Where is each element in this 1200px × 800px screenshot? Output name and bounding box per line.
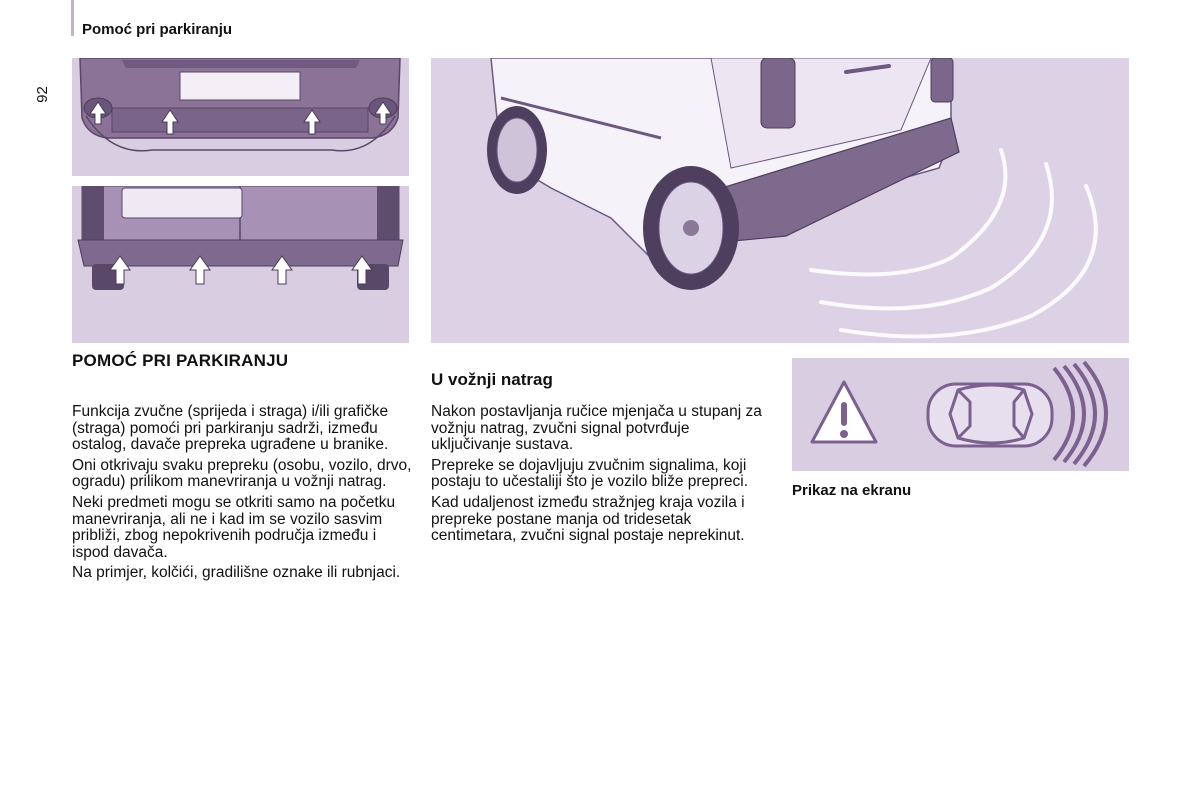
left-column-text <box>72 404 412 586</box>
rear-bumper-illustration <box>72 186 409 343</box>
page-number: 92 <box>33 86 51 103</box>
main-title: POMOĆ PRI PARKIRANJU <box>72 351 289 370</box>
reverse-subtitle: U vožnji natrag <box>431 370 553 389</box>
paragraph: Kad udaljenost između stražnjeg kraja vozila i prepreke postane manja od tridesetak centimetara, zvučni signal postaje neprekinut. <box>431 493 745 545</box>
rear-bumper-drawing <box>72 186 409 343</box>
car-top-view-icon <box>928 384 1052 446</box>
middle-column-text <box>431 404 771 549</box>
paragraph: Neki predmeti mogu se otkriti samo na početku manevriranja, ali ne i kad im se vozilo sasvim približi, zbog nepokrivenih područja između i ispod davača. <box>72 493 396 561</box>
van-rear-illustration <box>431 58 1129 343</box>
front-bumper-illustration <box>72 58 409 176</box>
front-bumper-drawing <box>72 58 409 176</box>
display-caption: Prikaz na ekranu <box>792 482 912 499</box>
header-accent-bar <box>71 0 74 36</box>
paragraph: Nakon postavljanja ručice mjenjača u stupanj za vožnju natrag, zvučni signal potvrđuje uključivanje sustava. <box>431 403 762 454</box>
paragraph: Oni otkrivaju svaku prepreku (osobu, vozilo, drvo, ogradu) prilikom manevriranja u vožnji natrag. <box>72 456 412 491</box>
paragraph: Prepreke se dojavljuju zvučnim signalima, koji postaju to učestaliji što je vozilo bliže prepreci. <box>431 456 749 491</box>
display-screen-drawing <box>792 358 1129 471</box>
display-screen-illustration <box>792 358 1129 471</box>
paragraph: Funkcija zvučne (sprijeda i straga) i/ili grafičke (straga) pomoći pri parkiranju sadrži, između ostalog, davače prepreka ugrađene u branike. <box>72 403 389 454</box>
section-header: Pomoć pri parkiranju <box>82 21 233 38</box>
paragraph: Na primjer, kolčići, gradilišne oznake ili rubnjaci. <box>72 564 401 582</box>
van-rear-drawing <box>431 58 1129 343</box>
